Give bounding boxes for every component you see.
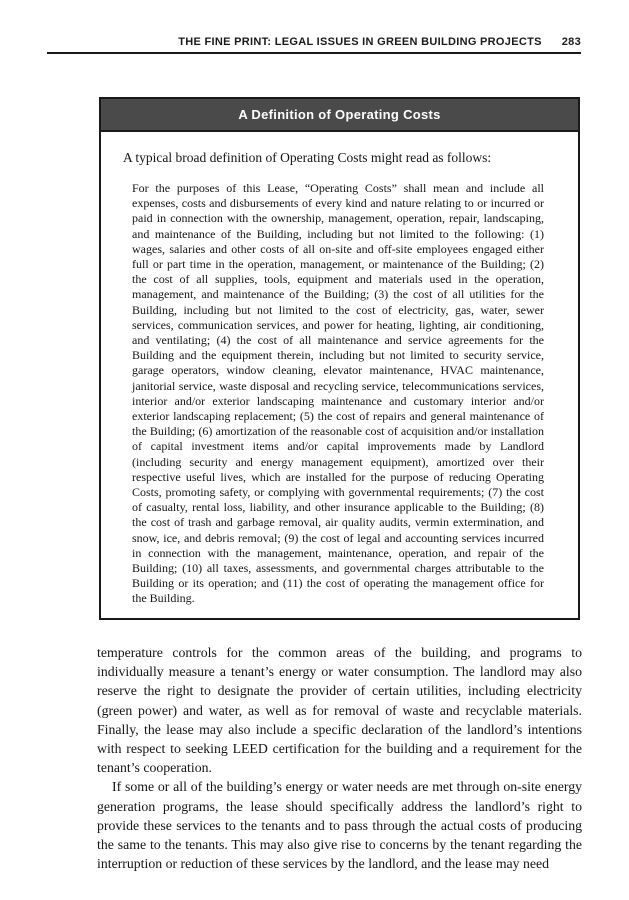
body-paragraph: temperature controls for the common areas of the building, and programs to individually measure a tenant’s energy or water consumption. The landlord may also reserve the right to designate the provider of certain utilities, including electricity (green power) and water, as well as for removal of waste and recyclable materials. Finally, the lease may also include a specific declaration of the landlord’s intentions with respect to seeking LEED certification for the building and a requirement for the tenant’s cooperation. (97, 645, 582, 776)
definition-box-title: A Definition of Operating Costs (101, 99, 578, 132)
definition-box-body (101, 132, 578, 607)
running-title: THE FINE PRINT: LEGAL ISSUES IN GREEN BUILDING PROJECTS (178, 36, 542, 48)
definition-box (99, 97, 580, 620)
body-text (97, 643, 582, 873)
definition-box-intro: A typical broad definition of Operating Costs might read as follows: (123, 150, 492, 165)
operating-costs-definition-quote: For the purposes of this Lease, “Operating Costs” shall mean and include all expenses, costs and disbursements of every kind and nature relating to or incurred or paid in connection with the ownership, management, operation, repair, landscaping, and maintenance of the Building, including but not limited to the following: (1) wages, salaries and other costs of all on-site and off-site employees engaged either full or part time in the operation, management, or maintenance of the Building; (2) the cost of all supplies, tools, equipment and materials used in the operation, management, and maintenance of the Building; (3) the cost of all utilities for the Building, including but not limited to the cost of electricity, gas, water, sewer services, communication services, and power for heating, lighting, air conditioning, and ventilating; (4) the cost of all maintenance and service agreements for the Building and the equipment therein, including but not limited to security service, garage operators, window cleaning, elevator maintenance, HVAC maintenance, janitorial service, waste disposal and recycling service, telecommunications services, interior and/or exterior landscaping maintenance and customary interior and/or exterior landscaping replacement; (5) the cost of repairs and general maintenance of the Building; (6) amortization of the reasonable cost of acquisition and/or installation of capital investment items and/or capital improvements made by Landlord (including security and energy management equipment), amortized over their respective useful lives, which are installed for the purpose of reducing Operating Costs, promoting safety, or complying with governmental requirements; (7) the cost of casualty, rental loss, liability, and other insurance applicable to the Building; (8) the cost of trash and garbage removal, air quality audits, vermin extermination, and snow, ice, and debris removal; (9) the cost of legal and accounting services incurred in connection with the management, maintenance, operation, and repair of the Building; (10) all taxes, assessments, and governmental charges attributable to the Building or its operation; and (11) the cost of operating the management office for the Building. (132, 181, 544, 606)
running-header (47, 36, 581, 54)
page-number: 283 (561, 36, 581, 48)
body-paragraph: If some or all of the building’s energy or water needs are met through on-site energy generation programs, the lease should specifically address the landlord’s right to provide these services to the tenants and to pass through the actual costs of producing the same to the tenants. This may also give rise to concerns by the tenant regarding the interruption or reduction of these services by the landlord, and the lease may need (97, 779, 582, 872)
